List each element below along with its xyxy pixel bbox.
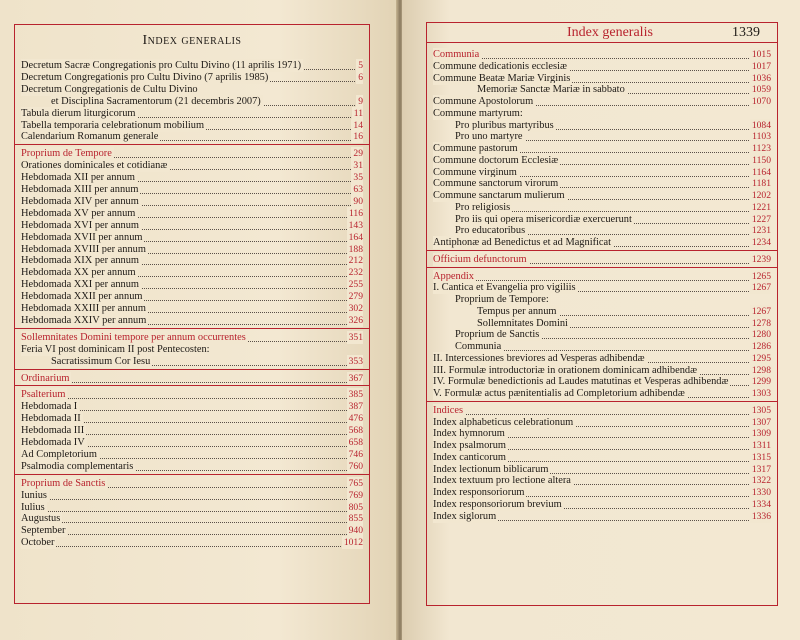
entry-page-number: 568 [348, 425, 363, 437]
entry-label: Decretum Congregationis de Cultu Divino [21, 83, 198, 95]
entry-label: Hebdomada XIII per annum [21, 184, 139, 195]
entry-page-number: 351 [348, 331, 363, 343]
dot-leader [21, 546, 363, 547]
entry-page-number: 1299 [751, 376, 771, 388]
entry-label: Tabella temporaria celebrationum mobilium [21, 119, 205, 131]
index-entry [21, 536, 363, 549]
entry-label: Iulius [21, 501, 45, 513]
entry-label: Proprium de Sanctis [455, 329, 540, 341]
entry-page-number: 1012 [343, 537, 363, 549]
entry-label: Hebdomada XIV per annum [21, 195, 139, 207]
entry-page-number: 232 [348, 267, 363, 279]
entry-page-number: 1267 [751, 305, 771, 317]
entry-label: Commune Apostolorum [433, 96, 534, 107]
entry-page-number: 367 [348, 372, 363, 384]
entry-page-number: 1227 [751, 213, 771, 225]
entry-page-number: 1295 [751, 352, 771, 364]
entry-label: Tabula dierum liturgicorum [21, 107, 136, 119]
entry-page-number: 212 [348, 255, 363, 267]
entry-page-number: 1164 [752, 166, 771, 178]
entry-label: III. Formulæ introductoriæ in orationem dominicam adhibendæ [433, 364, 698, 376]
entry-label: Feria VI post dominicam II post Pentecosten: [21, 343, 210, 355]
entry-page-number: 1311 [752, 440, 771, 451]
entry-label: IV. Formulæ benedictionis ad Laudes matutinas et Vesperas adhibendæ [433, 376, 729, 388]
entry-label: Pro religiosis [455, 201, 511, 213]
entry-page-number: 855 [348, 513, 363, 525]
index-entry [433, 510, 771, 523]
dot-leader [21, 522, 363, 523]
entry-page-number: 765 [348, 477, 363, 489]
section-divider [15, 369, 369, 370]
section-divider [427, 401, 777, 402]
entry-label: Hebdomada XXI per annum [21, 279, 140, 291]
entry-label: Sollemnitates Domini tempore per annum occurrentes [21, 331, 246, 343]
entry-label: Hebdomada XII per annum [21, 172, 135, 184]
entry-page-number: 769 [348, 489, 363, 501]
entry-page-number: 143 [348, 219, 363, 231]
entry-page-number: 5 [358, 60, 363, 71]
entry-label: Hebdomada XV per annum [21, 207, 136, 219]
entry-page-number: 31 [353, 160, 363, 172]
entry-label: I. Cantica et Evangelia pro vigiliis [433, 282, 576, 294]
entry-page-number: 188 [348, 243, 363, 255]
entry-page-number: 353 [348, 355, 363, 367]
entry-page-number: 1234 [751, 237, 771, 248]
entry-label: Hebdomada II [21, 413, 81, 425]
index-entry [433, 387, 771, 400]
entry-page-number: 1221 [751, 201, 771, 213]
entry-page-number: 16 [353, 131, 363, 143]
entry-page-number: 1017 [751, 60, 771, 72]
entry-page-number: 11 [353, 107, 363, 119]
entry-page-number: 1315 [751, 451, 771, 463]
entry-label: Hebdomada IV [21, 437, 85, 448]
entry-label: Psalterium [21, 389, 66, 401]
dot-leader [21, 382, 363, 383]
entry-label: Hebdomada XVI per annum [21, 219, 140, 231]
entry-page-number: 1036 [751, 72, 771, 84]
left-index-frame [14, 24, 370, 604]
entry-page-number: 940 [348, 525, 363, 537]
entry-page-number: 1059 [751, 84, 771, 96]
entry-label: Index canticorum [433, 451, 506, 463]
index-entry [21, 460, 363, 473]
entry-label: Hebdomada XVII per annum [21, 231, 143, 243]
right-page [402, 0, 800, 640]
entry-page-number: 35 [353, 172, 363, 184]
entry-page-number: 1202 [751, 190, 771, 201]
entry-label: Sollemnitates Domini [477, 317, 568, 329]
entry-label: Hebdomada XVIII per annum [21, 243, 146, 255]
entry-label: Orationes dominicales et cotidianæ [21, 160, 168, 172]
entry-page-number: 1303 [751, 388, 771, 399]
entry-label: Commune dedicationis ecclesiæ [433, 60, 567, 72]
entry-label: Augustus [21, 513, 61, 525]
entry-label: Pro pluribus martyribus [455, 119, 554, 131]
entry-label: Antiphonæ ad Benedictus et ad Magnificat [433, 237, 612, 248]
entry-page-number: 1084 [751, 119, 771, 131]
entry-page-number: 63 [353, 184, 363, 195]
right-index-frame [426, 22, 778, 606]
section-divider [427, 267, 777, 268]
entry-label: Index hymnorum [433, 428, 505, 440]
entry-page-number: 1231 [751, 225, 771, 237]
entry-page-number: 6 [358, 71, 363, 83]
entry-page-number: 476 [348, 413, 363, 425]
entry-label: Psalmodia complementaris [21, 460, 134, 472]
entry-label: September [21, 525, 66, 537]
entry-page-number: 1317 [751, 463, 771, 475]
index-section-heading [433, 253, 771, 266]
entry-label: Officium defunctorum [433, 253, 527, 265]
dot-leader [21, 511, 363, 512]
entry-label: Hebdomada XXIV per annum [21, 314, 147, 326]
index-entry [21, 314, 363, 327]
entry-label: et Disciplina Sacramentorum (21 decembris 2007) [51, 95, 261, 107]
entry-label: Proprium de Tempore [21, 148, 112, 160]
entry-label: Pro iis qui opera misericordiæ exercuerunt [455, 213, 632, 225]
entry-page-number: 29 [353, 148, 363, 160]
entry-page-number: 746 [348, 448, 363, 460]
entry-page-number: 1070 [751, 96, 771, 107]
entry-page-number: 302 [348, 303, 363, 314]
entry-label: Ad Completorium [21, 448, 97, 460]
entry-page-number: 1150 [752, 154, 771, 166]
entry-label: Commune sanctorum virorum [433, 178, 559, 190]
entry-page-number: 279 [348, 291, 363, 303]
entry-label: Memoriæ Sanctæ Mariæ in sabbato [477, 84, 625, 96]
entry-label: Index responsoriorum [433, 487, 525, 498]
entry-label: Indices [433, 404, 464, 416]
entry-page-number: 1265 [751, 270, 771, 282]
entry-label: Proprium de Sanctis [21, 477, 106, 489]
right-header-rule [427, 42, 777, 43]
entry-label: October [21, 537, 55, 549]
entry-page-number: 116 [348, 207, 363, 219]
entry-label: Iunius [21, 489, 47, 501]
entry-label: Pro uno martyre [455, 131, 523, 143]
index-entry [433, 236, 771, 249]
entry-label: Hebdomada III [21, 425, 85, 437]
section-divider [15, 474, 369, 475]
right-page-number: 1339 [732, 25, 760, 40]
entry-page-number: 1307 [751, 416, 771, 428]
entry-page-number: 164 [348, 231, 363, 243]
entry-page-number: 1280 [751, 329, 771, 341]
entry-page-number: 385 [348, 389, 363, 401]
right-page-header [427, 25, 777, 43]
left-page-header: Index generalis [142, 33, 242, 48]
entry-page-number: 1309 [751, 428, 771, 440]
entry-page-number: 1239 [751, 253, 771, 265]
entry-label: Sacratissimum Cor Iesu [51, 355, 151, 367]
dot-leader [21, 398, 363, 399]
entry-label: V. Formulæ actus pænitentialis ad Completorium adhibendæ [433, 388, 685, 399]
entry-label: Index alphabeticus celebrationum [433, 416, 574, 428]
dot-leader [21, 499, 363, 500]
entry-page-number: 1305 [751, 404, 771, 416]
entry-label: Commune doctorum Ecclesiæ [433, 154, 559, 166]
entry-label: Commune pastorum [433, 143, 518, 154]
entry-page-number: 9 [358, 95, 363, 107]
index-entry [21, 130, 363, 143]
entry-label: Communia [455, 341, 502, 352]
entry-page-number: 255 [348, 279, 363, 291]
entry-page-number: 1278 [751, 317, 771, 329]
entry-page-number: 1181 [752, 178, 771, 190]
section-divider [15, 385, 369, 386]
entry-label: Index psalmorum [433, 440, 507, 451]
entry-page-number: 1267 [751, 282, 771, 294]
right-page-title: Index generalis [567, 25, 653, 40]
entry-label: Ordinarium [21, 372, 70, 384]
index-entry [51, 355, 363, 368]
entry-label: Index siglorum [433, 510, 497, 522]
dot-leader [21, 534, 363, 535]
entry-label: Calendarium Romanum generale [21, 131, 159, 143]
entry-page-number: 1298 [751, 364, 771, 376]
entry-page-number: 1336 [751, 510, 771, 522]
section-divider [427, 250, 777, 251]
entry-page-number: 1334 [751, 498, 771, 510]
section-divider [15, 144, 369, 145]
entry-label: Commune sanctarum mulierum [433, 190, 565, 201]
entry-label: Decretum Congregationis pro Cultu Divino (7 aprilis 1985) [21, 71, 269, 83]
entry-page-number: 1103 [752, 131, 771, 143]
entry-page-number: 387 [348, 401, 363, 413]
entry-page-number: 1015 [751, 49, 771, 60]
entry-page-number: 90 [353, 195, 363, 207]
entry-label: II. Intercessiones breviores ad Vesperas adhibendæ [433, 352, 645, 364]
section-divider [15, 328, 369, 329]
entry-label: Hebdomada XX per annum [21, 267, 136, 279]
entry-page-number: 1322 [751, 475, 771, 487]
entry-label: Hebdomada XXII per annum [21, 291, 143, 303]
entry-label: Communia [433, 49, 480, 60]
entry-label: Pro educatoribus [455, 225, 526, 237]
entry-page-number: 1286 [751, 341, 771, 352]
entry-page-number: 760 [348, 460, 363, 472]
entry-label: Hebdomada I [21, 401, 78, 413]
entry-label: Commune Beatæ Mariæ Virginis [433, 72, 571, 84]
entry-label: Hebdomada XXIII per annum [21, 303, 146, 314]
entry-label: Decretum Sacræ Congregationis pro Cultu Divino (11 aprilis 1971) [21, 60, 302, 71]
entry-label: Index responsoriorum brevium [433, 498, 562, 510]
index-section-heading [21, 372, 363, 385]
entry-page-number: 1123 [752, 143, 771, 154]
entry-page-number: 1330 [751, 487, 771, 498]
entry-label: Commune virginum [433, 166, 517, 178]
entry-page-number: 14 [353, 119, 363, 131]
entry-label: Index lectionum biblicarum [433, 463, 549, 475]
entry-page-number: 805 [348, 501, 363, 513]
entry-label: Proprium de Tempore: [455, 294, 549, 305]
entry-label: Tempus per annum [477, 305, 557, 317]
entry-label: Index textuum pro lectione altera [433, 475, 571, 487]
entry-label: Appendix [433, 270, 474, 282]
entry-label: Commune martyrum: [433, 107, 523, 119]
entry-page-number: 326 [348, 314, 363, 326]
left-page [0, 0, 398, 640]
entry-label: Hebdomada XIX per annum [21, 255, 140, 267]
entry-page-number: 658 [348, 437, 363, 448]
